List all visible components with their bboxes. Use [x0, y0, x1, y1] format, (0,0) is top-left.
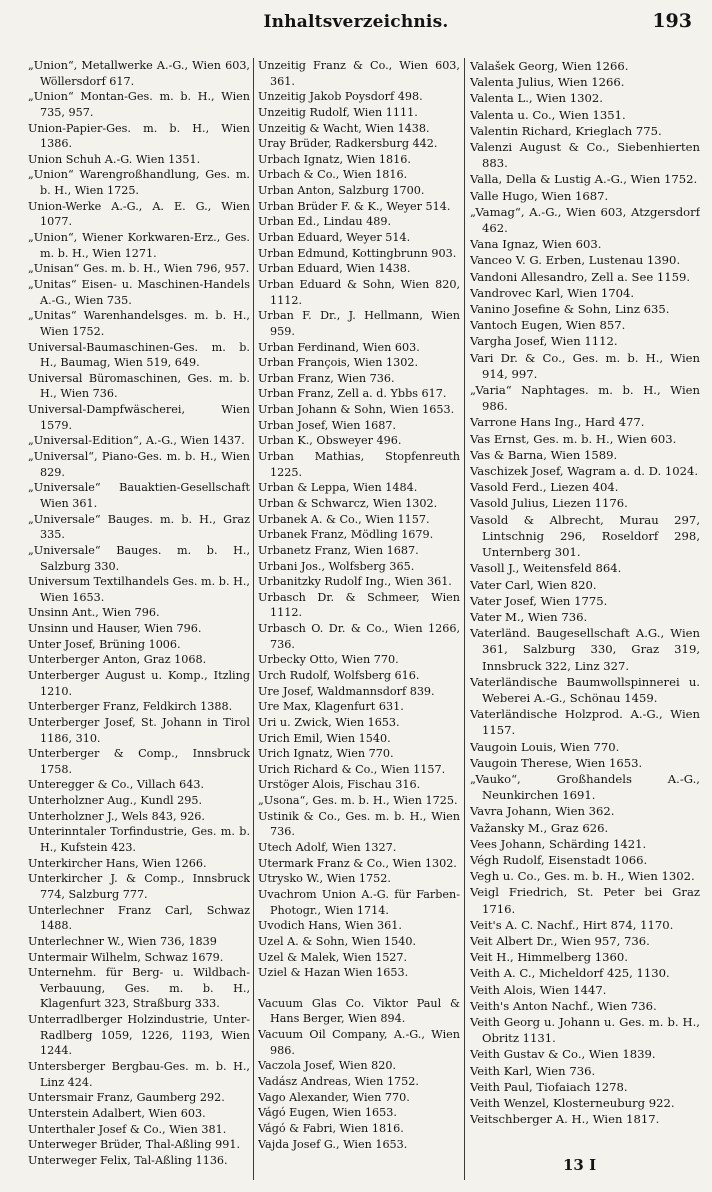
index-column-3	[470, 58, 700, 1178]
index-entry: „Unitas“ Warenhandelsges. m. b. H., Wien 1752.	[28, 309, 250, 338]
index-entry: Veith Alois, Wien 1447.	[470, 982, 607, 997]
index-entry: Urban Franz, Zell a. d. Ybbs 617.	[258, 387, 447, 401]
index-entry: „Vauko“, Großhandels A.-G., Neunkirchen 1691.	[470, 771, 700, 803]
index-entry: Unterlechner W., Wien 736, 1839	[28, 934, 217, 948]
page-title: Inhaltsverzeichnis.	[263, 12, 449, 32]
index-entry: Veitschberger A. H., Wien 1817.	[470, 1112, 660, 1127]
index-entry: „Universale“ Bauges. m. b. H., Graz 335.	[28, 512, 250, 542]
index-entry: Vasold Julius, Liezen 1176.	[470, 496, 628, 511]
signature-mark: 13 I	[563, 1156, 597, 1174]
index-entry: Urban Franz, Wien 736.	[258, 371, 395, 385]
index-entry: Urbanek A. & Co., Wien 1157.	[258, 512, 430, 526]
index-entry: Urban Anton, Salzburg 1700.	[258, 184, 425, 198]
index-entry: „Unitas“ Eisen- u. Maschinen-Handels A.-G., Wien 735.	[28, 277, 250, 307]
index-entry: Vater M., Wien 736.	[470, 609, 588, 624]
index-entry: Unterthaler Josef & Co., Wien 381.	[28, 1122, 227, 1136]
index-entry: Unterweger Brüder, Thal-Aßling 991.	[28, 1138, 241, 1152]
index-entry: Unzeitig Jakob Poysdorf 498.	[258, 90, 423, 104]
index-entry: Uzel & Malek, Wien 1527.	[258, 950, 408, 964]
index-entry: Unterweger Felix, Tal-Aßling 1136.	[28, 1153, 228, 1167]
index-entry: Vavra Johann, Wien 362.	[470, 804, 615, 819]
index-entry: Vasold & Albrecht, Murau 297, Lintschnig 296, Roseldorf 298, Unternberg 301.	[470, 512, 700, 560]
index-entry: Universal-Baumaschinen-Ges. m. b. H., Baumag, Wien 519, 649.	[28, 340, 250, 370]
index-entry: Vadász Andreas, Wien 1752.	[258, 1075, 419, 1088]
index-entry: „Universal-Edition“, A.-G., Wien 1437.	[28, 434, 245, 448]
index-entry: Valenta Julius, Wien 1266.	[470, 75, 625, 90]
index-entry: Universum Textilhandels Ges. m. b. H., Wien 1653.	[28, 575, 250, 604]
entry-list	[258, 58, 460, 1152]
index-entry: Veith Paul, Tiofaiach 1278.	[470, 1079, 628, 1094]
index-entry: Uvodich Hans, Wien 361.	[258, 919, 402, 933]
index-entry: Urban François, Wien 1302.	[258, 356, 419, 370]
index-entry: Unternehm. für Berg- u. Wildbach-Verbauung, Ges. m. b. H., Klagenfurt 323, Straßburg 333.	[28, 966, 250, 1011]
index-entry: Urich Emil, Wien 1540.	[258, 731, 391, 745]
index-entry: Unterlechner Franz Carl, Schwaz 1488.	[28, 903, 250, 933]
index-entry: Varrone Hans Ing., Hard 477.	[470, 415, 645, 430]
index-entry: Vacuum Glas Co. Viktor Paul & Hans Berger, Wien 894.	[258, 996, 460, 1026]
index-entry: Veith Georg u. Johann u. Ges. m. b. H., Obritz 1131.	[470, 1014, 700, 1046]
index-entry: Valašek Georg, Wien 1266.	[470, 59, 629, 73]
index-entry: Veith Karl, Wien 736.	[470, 1063, 596, 1078]
index-entry: Universal-Dampfwäscherei, Wien 1579.	[28, 403, 250, 432]
index-entry: Vantoch Eugen, Wien 857.	[470, 318, 626, 333]
index-entry: Važansky M., Graz 626.	[470, 820, 609, 835]
index-entry: Urbanitzky Rudolf Ing., Wien 361.	[258, 575, 452, 589]
index-entry: „Union“, Metallwerke A.-G., Wien 603, Wöllersdorf 617.	[28, 59, 250, 88]
index-entry: Union Schuh A.-G. Wien 1351.	[28, 152, 201, 166]
index-entry: Urban Eduard, Weyer 514.	[258, 231, 411, 245]
index-entry: Valenta L., Wien 1302.	[470, 91, 603, 106]
index-entry: Vago Alexander, Wien 770.	[258, 1090, 410, 1104]
index-entry: Unsinn Ant., Wien 796.	[28, 606, 160, 620]
index-entry: Vajda Josef G., Wien 1653.	[258, 1137, 408, 1151]
index-entry: Unter Josef, Brüning 1006.	[28, 637, 181, 651]
index-entry: Veith A. C., Micheldorf 425, 1130.	[470, 966, 670, 981]
index-entry: Uvachrom Union A.-G. für Farben-Photogr., Wien 1714.	[258, 887, 460, 917]
index-entry: Unterradlberger Holzindustrie, Unter-Radlberg 1059, 1226, 1193, Wien 1244.	[28, 1013, 250, 1058]
page-header	[0, 8, 712, 40]
index-entry: Urban & Schwarcz, Wien 1302.	[258, 496, 438, 510]
index-entry: Unterholzner Aug., Kundl 295.	[28, 794, 203, 808]
index-entry: Union-Papier-Ges. m. b. H., Wien 1386.	[28, 121, 250, 151]
index-entry: Urban Ed., Lindau 489.	[258, 215, 392, 229]
index-entry: Urban Johann & Sohn, Wien 1653.	[258, 403, 455, 417]
index-entry: Untermair Wilhelm, Schwaz 1679.	[28, 950, 224, 964]
index-entry: Vaterländische Baumwollspinnerei u. Weberei A.-G., Schönau 1459.	[470, 674, 700, 705]
index-entry: Vacuum Oil Company, A.-G., Wien 986.	[258, 1028, 460, 1057]
index-entry: „Universale“ Bauaktien-Gesellschaft Wien 361.	[28, 481, 250, 510]
index-entry: Vanino Josefine & Sohn, Linz 635.	[470, 302, 670, 317]
index-entry: Vana Ignaz, Wien 603.	[470, 237, 602, 252]
index-entry: Urban & Leppa, Wien 1484.	[258, 481, 418, 495]
index-entry: Vater Josef, Wien 1775.	[470, 593, 608, 608]
index-entry: Untersmair Franz, Gaumberg 292.	[28, 1091, 225, 1105]
index-entry: „Varia“ Naphtages. m. b. H., Wien 986.	[470, 383, 700, 414]
index-entry: Utech Adolf, Wien 1327.	[258, 841, 397, 855]
column-divider-2	[464, 58, 465, 1180]
index-entry: Urbanetz Franz, Wien 1687.	[258, 543, 419, 557]
index-entry: „Vamag“, A.-G., Wien 603, Atzgersdorf 462.	[470, 204, 700, 236]
index-entry: Veith Wenzel, Klosterneuburg 922.	[470, 1096, 675, 1110]
index-entry: Urban Josef, Wien 1687.	[258, 418, 397, 432]
index-entry: Urbasch Dr. & Schmeer, Wien 1112.	[258, 590, 460, 620]
index-entry: Urban Ferdinand, Wien 603.	[258, 340, 420, 354]
index-entry: Urbecky Otto, Wien 770.	[258, 653, 399, 667]
index-entry: Valenzi August & Co., Siebenhierten 883.	[470, 140, 700, 171]
index-entry: Unterinntaler Torfindustrie, Ges. m. b. H., Kufstein 423.	[28, 825, 250, 855]
index-entry: Unterkircher J. & Comp., Innsbruck 774, Salzburg 777.	[28, 872, 250, 901]
index-entry: Unterstein Adalbert, Wien 603.	[28, 1106, 206, 1120]
index-entry: Vaczola Josef, Wien 820.	[258, 1059, 397, 1073]
index-entry: „Universale“ Bauges. m. b. H., Salzburg 330.	[28, 543, 250, 573]
index-entry: Valentin Richard, Krieglach 775.	[470, 123, 662, 138]
index-entry: Unterberger August u. Komp., Itzling 1210.	[28, 668, 250, 698]
index-entry: Urban Eduard & Sohn, Wien 820, 1112.	[258, 277, 460, 307]
index-entry: Untersberger Bergbau-Ges. m. b. H., Linz 424.	[28, 1060, 250, 1089]
index-entry: „Usona“, Ges. m. b. H., Wien 1725.	[258, 794, 458, 808]
index-entry: Vas & Barna, Wien 1589.	[470, 447, 618, 462]
index-entry: Vágó & Fabri, Wien 1816.	[258, 1121, 404, 1135]
index-entry: Urich Ignatz, Wien 770.	[258, 747, 394, 761]
index-entry: Vari Dr. & Co., Ges. m. b. H., Wien 914, 997.	[470, 350, 700, 381]
index-entry: Unterkircher Hans, Wien 1266.	[28, 856, 207, 870]
index-entry: Valenta u. Co., Wien 1351.	[470, 107, 626, 122]
index-entry: Utermark Franz & Co., Wien 1302.	[258, 856, 457, 870]
index-entry: Ustinik & Co., Ges. m. b. H., Wien 736.	[258, 809, 460, 839]
index-entry: Urbach & Co., Wien 1816.	[258, 168, 408, 182]
page-number: 193	[652, 10, 692, 32]
index-entry: Universal Büromaschinen, Ges. m. b. H., Wien 736.	[28, 371, 250, 401]
index-entry: Urbach Ignatz, Wien 1816.	[258, 152, 411, 166]
index-entry: Veith Gustav & Co., Wien 1839.	[470, 1047, 656, 1062]
index-entry: Urban Eduard, Wien 1438.	[258, 262, 411, 276]
index-column-2	[258, 58, 460, 1178]
index-entry: Vaterländische Holzprod. A.-G., Wien 1157.	[470, 707, 700, 738]
column-divider-1	[253, 58, 254, 1180]
entry-list	[470, 58, 700, 1127]
index-entry: Veith's Anton Nachf., Wien 736.	[470, 998, 657, 1013]
index-entry: „Unisan“ Ges. m. b. H., Wien 796, 957.	[28, 262, 250, 276]
index-entry: Uzel A. & Sohn, Wien 1540.	[258, 934, 416, 948]
index-entry: Unterberger & Comp., Innsbruck 1758.	[28, 747, 250, 776]
index-entry: Vaugoin Louis, Wien 770.	[470, 739, 620, 754]
index-entry: Vasold Ferd., Liezen 404.	[470, 480, 619, 495]
index-entry: Utrysko W., Wien 1752.	[258, 872, 391, 886]
index-entry: Uziel & Hazan Wien 1653.	[258, 966, 409, 980]
index-entry: Urban F. Dr., J. Hellmann, Wien 959.	[258, 309, 460, 338]
index-entry: Veit's A. C. Nachf., Hirt 874, 1170.	[470, 917, 674, 932]
index-entry: „Universal“, Piano-Ges. m. b. H., Wien 829.	[28, 450, 250, 479]
index-entry: Vaugoin Therese, Wien 1653.	[470, 755, 643, 770]
index-entry: „Union“ Warengroßhandlung, Ges. m. b. H., Wien 1725.	[28, 168, 250, 198]
index-entry: Vaschizek Josef, Wagram a. d. D. 1024.	[470, 464, 699, 479]
index-entry: Unsinn und Hauser, Wien 796.	[28, 622, 202, 636]
entry-list	[28, 58, 250, 1168]
index-entry: Urbani Jos., Wolfsberg 365.	[258, 559, 415, 573]
index-entry: Urbanek Franz, Mödling 1679.	[258, 528, 434, 542]
index-entry: Veit H., Himmelberg 1360.	[470, 950, 628, 965]
index-entry: Veit Albert Dr., Wien 957, 736.	[470, 933, 650, 948]
index-entry: Vágó Eugen, Wien 1653.	[258, 1106, 397, 1120]
index-entry: Urstöger Alois, Fischau 316.	[258, 778, 421, 792]
index-entry: Unterberger Josef, St. Johann in Tirol 1186, 310.	[28, 715, 250, 745]
index-entry: Unterberger Anton, Graz 1068.	[28, 653, 207, 667]
index-entry: Urch Rudolf, Wolfsberg 616.	[258, 668, 420, 682]
index-column-1	[28, 58, 250, 1178]
index-entry: Urban Mathias, Stopfenreuth 1225.	[258, 450, 460, 479]
index-entry: Ure Josef, Waldmannsdorf 839.	[258, 684, 435, 698]
index-entry: Urbasch O. Dr. & Co., Wien 1266, 736.	[258, 622, 460, 651]
index-entry: „Union“, Wiener Korkwaren-Erz., Ges. m. b. H., Wien 1271.	[28, 231, 250, 260]
index-entry: Unzeitig Rudolf, Wien 1111.	[258, 105, 418, 119]
index-entry: Uray Brüder, Radkersburg 442.	[258, 137, 438, 151]
index-entry: Vas Ernst, Ges. m. b. H., Wien 603.	[470, 431, 677, 446]
index-entry: Unzeitig & Wacht, Wien 1438.	[258, 121, 430, 135]
index-entry: Uri u. Zwick, Wien 1653.	[258, 715, 400, 729]
index-entry: Veigl Friedrich, St. Peter bei Graz 1716.	[470, 885, 700, 916]
index-entry: Vargha Josef, Wien 1112.	[470, 334, 618, 349]
index-entry: Unterholzner J., Wels 843, 926.	[28, 809, 205, 823]
index-entry: Unteregger & Co., Villach 643.	[28, 778, 205, 792]
index-entry: Vanceo V. G. Erben, Lustenau 1390.	[470, 253, 681, 268]
index-entry: Végh Rudolf, Eisenstadt 1066.	[470, 852, 648, 867]
index-entry: Vandoni Allesandro, Zell a. See 1159.	[470, 269, 691, 284]
index-entry: Urich Richard & Co., Wien 1157.	[258, 762, 446, 776]
index-entry: Ure Max, Klagenfurt 631.	[258, 700, 404, 714]
index-entry: Unzeitig Franz & Co., Wien 603, 361.	[258, 59, 460, 88]
index-entry: Valla, Della & Lustig A.-G., Wien 1752.	[470, 172, 698, 187]
index-entry: „Union“ Montan-Ges. m. b. H., Wien 735, 957.	[28, 90, 250, 119]
index-entry: Vasoll J., Weitensfeld 864.	[470, 561, 622, 576]
index-entry: Vegh u. Co., Ges. m. b. H., Wien 1302.	[470, 869, 695, 884]
index-entry: Unterberger Franz, Feldkirch 1388.	[28, 700, 233, 714]
index-entry: Urban K., Obsweyer 496.	[258, 434, 402, 448]
index-entry: Vater Carl, Wien 820.	[470, 577, 597, 592]
index-entry: Urban Brüder F. & K., Weyer 514.	[258, 199, 451, 213]
index-entry: Union-Werke A.-G., A. E. G., Wien 1077.	[28, 199, 250, 229]
index-entry: Vaterländ. Baugesellschaft A.G., Wien 361, Salzburg 330, Graz 319, Innsbruck 322, Linz 327.	[470, 626, 700, 673]
index-entry: Vees Johann, Schärding 1421.	[470, 836, 647, 851]
index-entry: Vandrovec Karl, Wien 1704.	[470, 285, 635, 300]
index-entry: Urban Edmund, Kottingbrunn 903.	[258, 246, 457, 260]
index-entry: Valle Hugo, Wien 1687.	[470, 188, 609, 203]
